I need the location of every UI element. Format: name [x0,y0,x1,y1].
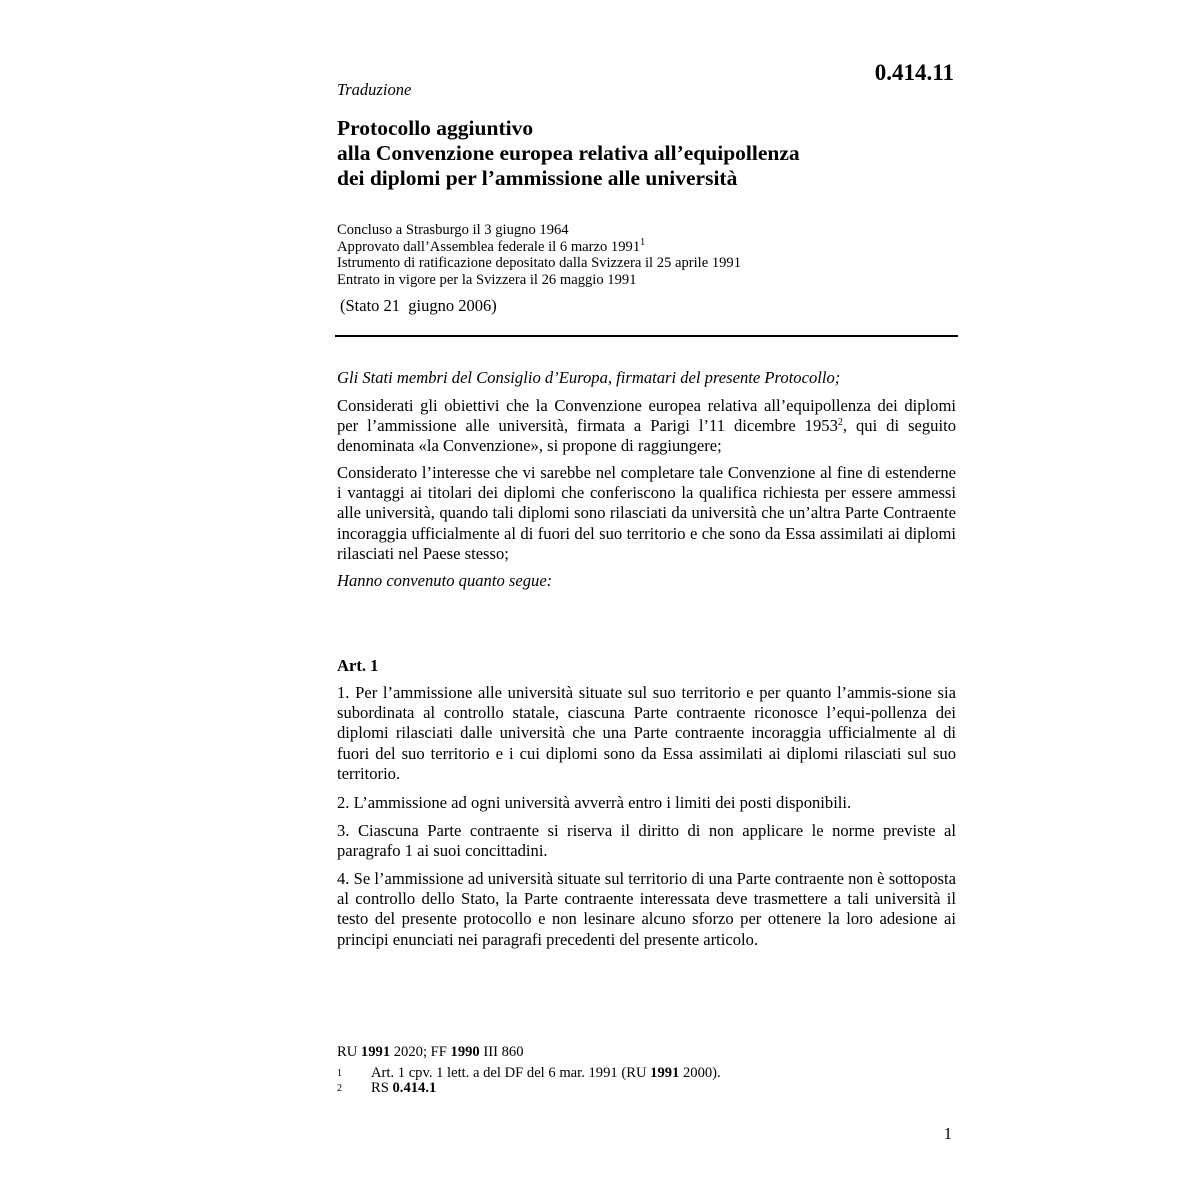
concluded-line: Concluso a Strasburgo il 3 giugno 1964 [337,222,569,238]
document-number: 0.414.11 [874,60,954,85]
article-1-paragraph-4: 4. Se l’ammissione ad università situate sul territorio di una Parte contraente non è sottoposta al controllo dello Stato, la Parte contraente interessata deve trasmettere a tali università il testo del presente protocollo e non lesinare alcuno sforzo per ottenere la loro adesione ai principi enunciati nei paragrafi precedenti del presente articolo. [337,869,956,949]
footnote-ref-2[interactable]: 2 [837,417,843,429]
translation-label: Traduzione [337,80,412,99]
article-1-paragraph-2: 2. L’ammissione ad ogni università avverrà entro i limiti dei posti disponibili. [337,793,852,812]
title-line-3: dei diplomi per l’ammissione alle università [337,166,738,190]
article-1-paragraph-3: 3. Ciascuna Parte contraente si riserva il diritto di non applicare le norme previste al paragrafo 1 ai suoi concittadini. [337,821,956,861]
footnote-1: 1 Art. 1 cpv. 1 lett. a del DF del 6 mar. 1991 (RU 1991 2000). [337,1065,721,1081]
footnote-2: 2 RS 0.414.1 [337,1080,437,1096]
approved-line: Approvato dall’Assemblea federale il 6 marzo 1991$^1$ [337,236,646,255]
footnote-2-mark: 2 [337,1083,342,1094]
preamble-paragraph-2: Considerato l’interesse che vi sarebbe nel completare tale Convenzione al fine di estenderne i vantaggi ai titolari dei diplomi che conferiscono la qualifica richiesta per essere ammessi alle università, quando tali diplomi sono rilasciati da università che un’altra Parte Contraente incoraggia ufficialmente al di fuori del suo territorio e che sono da Essa assimilati ai diplomi rilasciati nel Paese stesso; [337,463,956,563]
ratified-line: Istrumento di ratificazione depositato dalla Svizzera il 25 aprile 1991 [337,255,742,272]
document-title [337,116,957,191]
preamble-agreed: Hanno convenuto quanto segue: [337,571,553,590]
article-1-paragraph-1: 1. Per l’ammissione alle università situate sul suo territorio e per quanto l’ammis-sione sia subordinata al controllo statale, ciascuna Parte contraente riconosce l’equi-pollenza dei diplomi rilasciati dalle università che una Parte contraente incoraggia ufficialmente al di fuori del suo territorio e i cui diplomi sono da Essa assimilati ai diplomi rilasciati sul suo territorio. [337,683,956,783]
in-force-line: Entrato in vigore per la Svizzera il 26 maggio 1991 [337,271,637,288]
title-line-2: alla Convenzione europea relativa all’equipollenza [337,141,800,165]
title-line-1: Protocollo aggiuntivo [337,116,534,140]
treaty-metadata [337,222,957,288]
footnote-ref-1[interactable]: 1 [640,236,646,248]
publication-reference: RU 1991 2020; FF 1990 III 860 [337,1044,524,1060]
page-number: 1 [943,1124,952,1143]
header-divider [335,335,958,337]
footnote-1-mark: 1 [337,1068,342,1079]
article-1-heading: Art. 1 [337,656,379,675]
preamble-intro: Gli Stati membri del Consiglio d’Europa, firmatari del presente Protocollo; [337,368,841,387]
status-date: (Stato 21 giugno 2006) [340,296,497,315]
preamble-paragraph-1: Considerati gli obiettivi che la Convenzione europea relativa all’equipollenza dei diplomi per l’ammissione alle università, firmata a Parigi l’11 dicembre 1953$^2$, qui di seguito denominata «la Convenzione», si propone di raggiungere; [337,396,956,456]
